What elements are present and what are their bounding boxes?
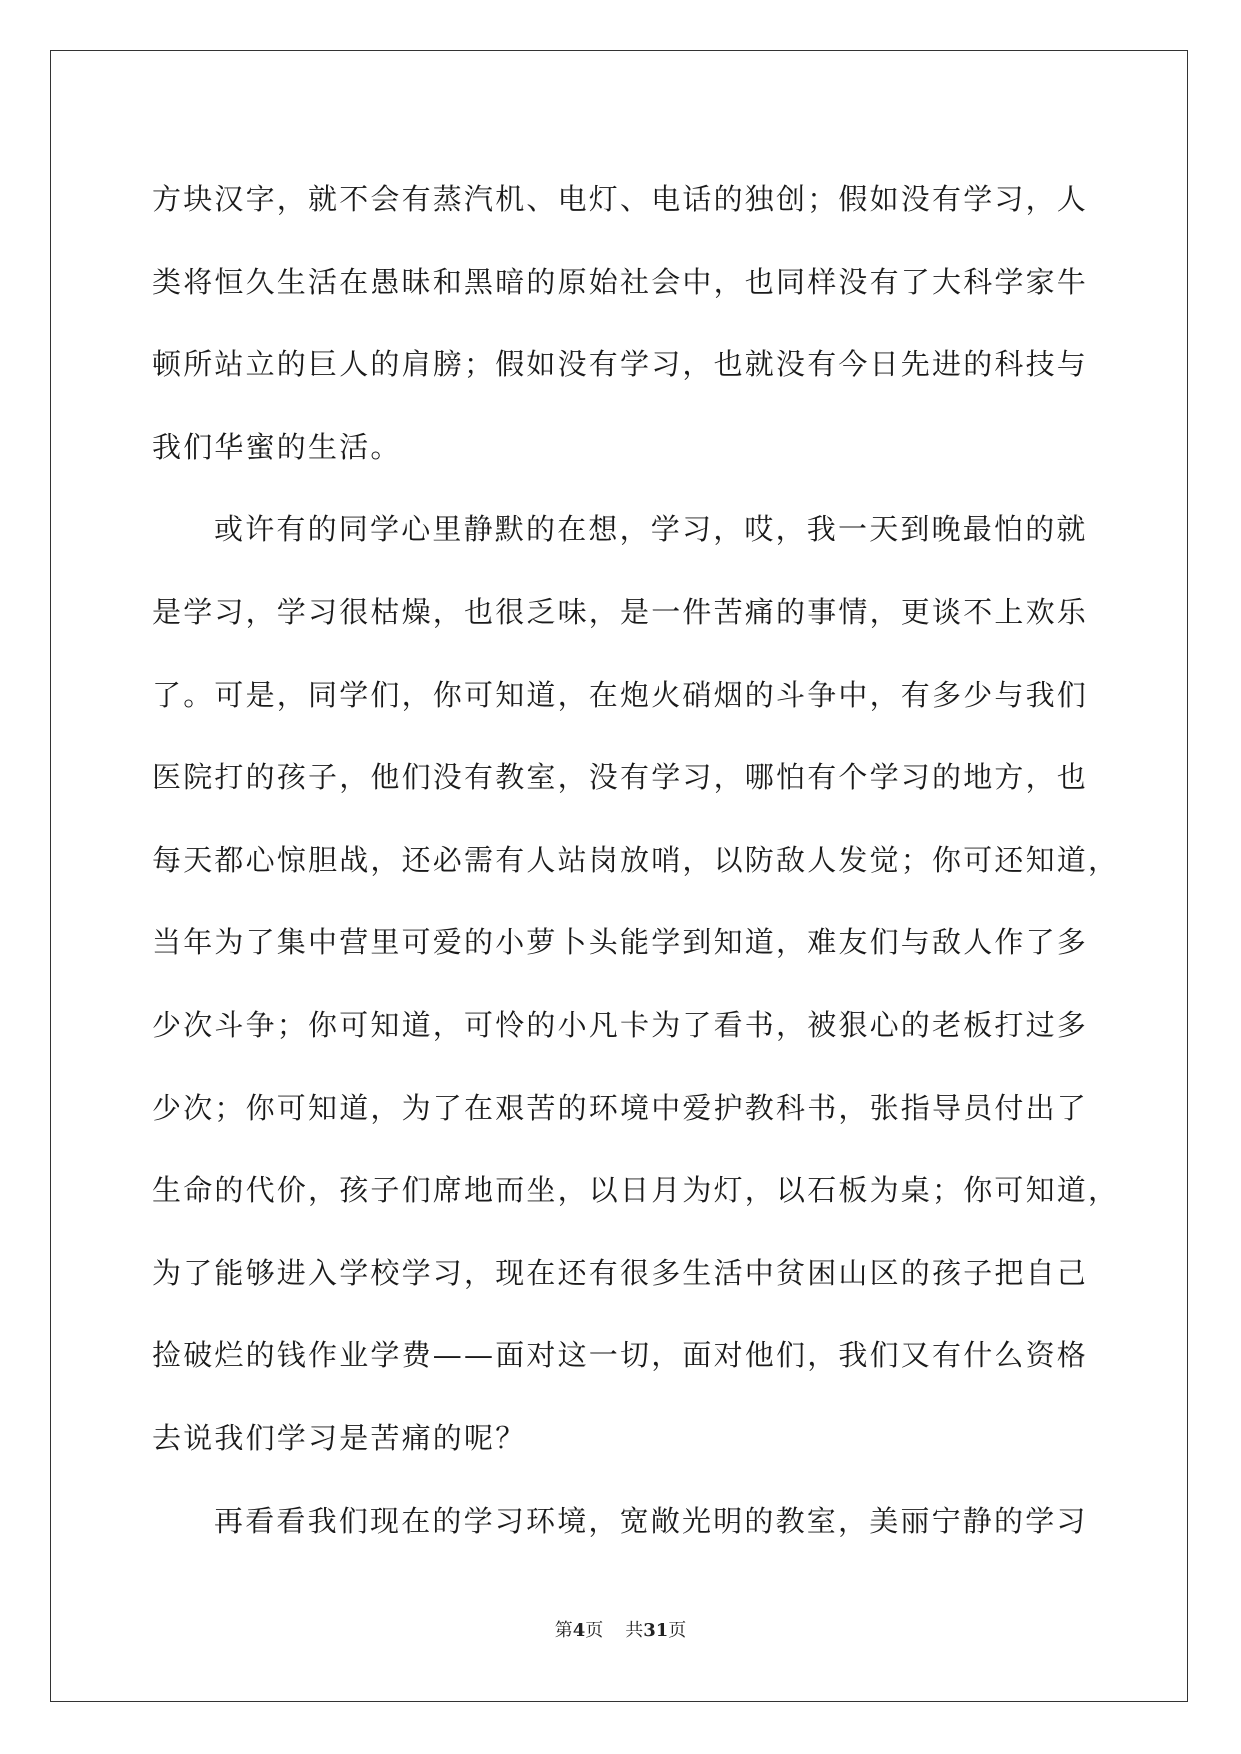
text-line: 捡破烂的钱作业学费——面对这一切，面对他们，我们又有什么资格 [152,1338,1089,1373]
text-line: 我们华蜜的生活。 [152,429,402,464]
text-line: 类将恒久生活在愚昧和黑暗的原始社会中，也同样没有了大科学家牛 [152,264,1089,299]
total-prefix: 共 [625,1620,644,1641]
text-line: 去说我们学习是苦痛的呢？ [152,1420,527,1455]
total-unit: 页 [668,1620,687,1641]
text-line: 少次；你可知道，为了在艰苦的环境中爱护教科书，张指导员付出了 [152,1090,1089,1125]
text-line: 每天都心惊胆战，还必需有人站岗放哨，以防敌人发觉；你可还知道， [152,842,1120,877]
text-line: 顿所站立的巨人的肩膀；假如没有学习，也就没有今日先进的科技与 [152,347,1089,382]
page-footer [0,1616,1241,1642]
page-unit: 页 [585,1620,604,1641]
text-line: 当年为了集中营里可爱的小萝卜头能学到知道，难友们与敌人作了多 [152,925,1089,960]
paragraph-start-line: 或许有的同学心里静默的在想，学习，哎，我一天到晚最怕的就 [214,512,1088,547]
text-line: 方块汉字，就不会有蒸汽机、电灯、电话的独创；假如没有学习，人 [152,182,1089,216]
document-body [152,158,1120,1562]
text-line: 生命的代价，孩子们席地而坐，以日月为灯，以石板为桌；你可知道， [152,1173,1120,1208]
text-line: 了。可是，同学们，你可知道，在炮火硝烟的斗争中，有多少与我们 [152,677,1089,712]
text-line: 医院打的孩子，他们没有教室，没有学习，哪怕有个学习的地方，也 [152,760,1089,795]
text-line: 少次斗争；你可知道，可怜的小凡卡为了看书，被狠心的老板打过多 [152,1007,1089,1042]
paragraph-start-line: 再看看我们现在的学习环境，宽敞光明的教室，美丽宁静的学习 [214,1503,1088,1538]
text-line: 为了能够进入学校学习，现在还有很多生活中贫困山区的孩子把自己 [152,1255,1089,1290]
page-prefix: 第 [554,1620,573,1641]
current-page-number: 4 [572,1620,586,1641]
text-line: 是学习，学习很枯燥，也很乏味，是一件苦痛的事情，更谈不上欢乐 [152,594,1089,629]
total-page-count: 31 [643,1620,669,1641]
